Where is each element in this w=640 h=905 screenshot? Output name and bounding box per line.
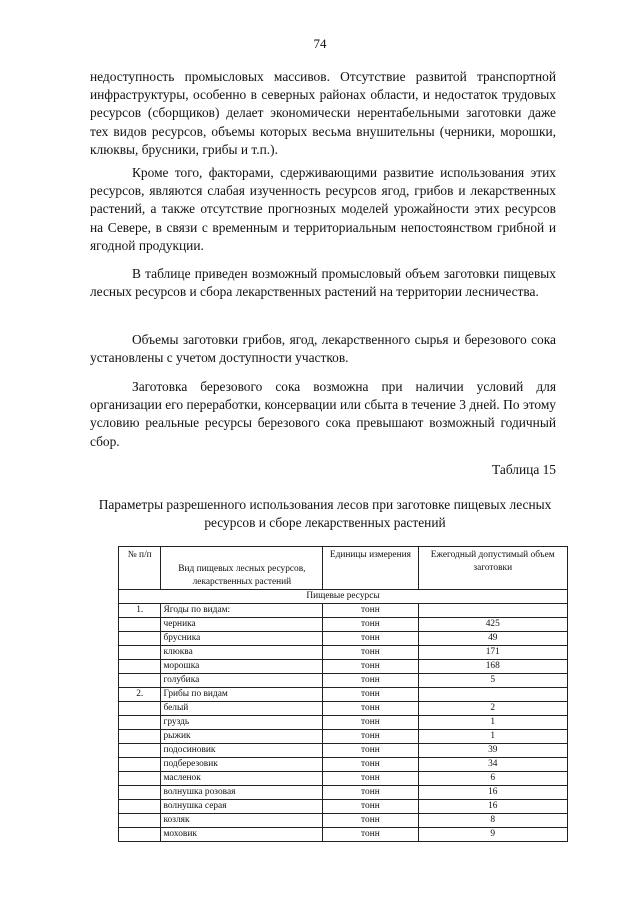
cell-name: рыжик (161, 730, 323, 744)
cell-num (119, 730, 161, 744)
cell-volume: 16 (418, 800, 568, 814)
cell-volume: 34 (418, 758, 568, 772)
header-unit: Единицы измерения (323, 547, 418, 590)
cell-num (119, 618, 161, 632)
cell-num (119, 828, 161, 842)
cell-num (119, 744, 161, 758)
table-row (119, 702, 568, 716)
cell-volume (418, 604, 568, 618)
cell-volume: 425 (418, 618, 568, 632)
table-row (119, 618, 568, 632)
table-header-row (119, 547, 568, 590)
cell-unit: тонн (323, 730, 418, 744)
cell-num (119, 758, 161, 772)
cell-volume: 1 (418, 730, 568, 744)
cell-volume: 8 (418, 814, 568, 828)
table-row (119, 758, 568, 772)
table-row (119, 604, 568, 618)
cell-unit: тонн (323, 688, 418, 702)
cell-name: клюква (161, 646, 323, 660)
cell-name: моховик (161, 828, 323, 842)
cell-unit: тонн (323, 828, 418, 842)
cell-unit: тонн (323, 702, 418, 716)
cell-unit: тонн (323, 646, 418, 660)
cell-name: волнушка розовая (161, 786, 323, 800)
cell-volume: 2 (418, 702, 568, 716)
paragraph-birch-sap: Заготовка березового сока возможна при наличии условий для организации его переработки, консервации или сбыта в течение 3 дней. По этому условию реальные ресурсы березового сока превышают возможный годичный сбор. (90, 379, 556, 449)
table-row (119, 828, 568, 842)
cell-num (119, 674, 161, 688)
section-row (119, 590, 568, 604)
resources-table (118, 546, 568, 842)
paragraph-factors: Кроме того, факторами, сдерживающими развитие использования этих ресурсов, являются слабая изученность ресурсов ягод, грибов и лекарственных растений, а также отсутствие прогнозных моделей урожайности этих ресурсов на Севере, в связи с временным и территориальным непостоянством грибной и ягодной продукции. (90, 165, 556, 253)
cell-num (119, 772, 161, 786)
cell-volume: 16 (418, 786, 568, 800)
cell-name: морошка (161, 660, 323, 674)
cell-name: подберезовик (161, 758, 323, 772)
header-volume: Ежегодный допустимый объем заготовки (418, 547, 568, 590)
cell-unit: тонн (323, 758, 418, 772)
cell-num: 1. (119, 604, 161, 618)
cell-unit: тонн (323, 800, 418, 814)
table-title: Параметры разрешенного использования лесов при заготовке пищевых лесных ресурсов и сборе лекарственных растений (98, 497, 552, 530)
cell-name: волнушка серая (161, 800, 323, 814)
cell-volume: 39 (418, 744, 568, 758)
cell-volume: 171 (418, 646, 568, 660)
cell-volume: 9 (418, 828, 568, 842)
cell-name: белый (161, 702, 323, 716)
cell-unit: тонн (323, 674, 418, 688)
cell-unit: тонн (323, 660, 418, 674)
cell-num (119, 800, 161, 814)
table-label: Таблица 15 (492, 462, 556, 477)
cell-volume (418, 688, 568, 702)
cell-num (119, 660, 161, 674)
cell-num: 2. (119, 688, 161, 702)
table-row (119, 814, 568, 828)
page-number: 74 (313, 36, 327, 51)
cell-num (119, 716, 161, 730)
cell-unit: тонн (323, 604, 418, 618)
cell-unit: тонн (323, 632, 418, 646)
table-row (119, 646, 568, 660)
cell-name: голубика (161, 674, 323, 688)
cell-volume: 5 (418, 674, 568, 688)
cell-volume: 1 (418, 716, 568, 730)
cell-unit: тонн (323, 618, 418, 632)
cell-num (119, 814, 161, 828)
paragraph-continuation: недоступность промысловых массивов. Отсутствие развитой транспортной инфраструктуры, особенно в северных районах области, и недостаток трудовых ресурсов (сборщиков) делает экономически нерентабельными заготовки даже тех видов ресурсов, объемы которых весьма внушительны (черники, морошки, клюквы, брусники, грибы и т.п.). (90, 69, 556, 157)
cell-name: Ягоды по видам: (161, 604, 323, 618)
cell-unit: тонн (323, 744, 418, 758)
cell-volume: 6 (418, 772, 568, 786)
cell-unit: тонн (323, 772, 418, 786)
cell-unit: тонн (323, 814, 418, 828)
cell-name: козляк (161, 814, 323, 828)
table-row (119, 688, 568, 702)
cell-name: груздь (161, 716, 323, 730)
table-row (119, 800, 568, 814)
table-row (119, 660, 568, 674)
table-row (119, 744, 568, 758)
table-row (119, 716, 568, 730)
cell-name: Грибы по видам (161, 688, 323, 702)
cell-volume: 49 (418, 632, 568, 646)
header-num: № п/п (119, 547, 161, 590)
cell-name: масленок (161, 772, 323, 786)
cell-name: черника (161, 618, 323, 632)
section-label: Пищевые ресурсы (119, 590, 568, 604)
paragraph-volumes: Объемы заготовки грибов, ягод, лекарственного сырья и березового сока установлены с учетом доступности участков. (90, 332, 556, 366)
paragraph-table-intro: В таблице приведен возможный промысловый объем заготовки пищевых лесных ресурсов и сбора лекарственных растений на территории лесничества. (90, 266, 556, 300)
cell-unit: тонн (323, 786, 418, 800)
header-name: Вид пищевых лесных ресурсов, лекарственных растений (161, 547, 323, 590)
cell-num (119, 702, 161, 716)
table-row (119, 674, 568, 688)
cell-num (119, 646, 161, 660)
cell-name: подосиновик (161, 744, 323, 758)
table-row (119, 786, 568, 800)
table-row (119, 730, 568, 744)
cell-name: брусника (161, 632, 323, 646)
cell-num (119, 632, 161, 646)
table-row (119, 632, 568, 646)
cell-volume: 168 (418, 660, 568, 674)
table-row (119, 772, 568, 786)
cell-num (119, 786, 161, 800)
cell-unit: тонн (323, 716, 418, 730)
